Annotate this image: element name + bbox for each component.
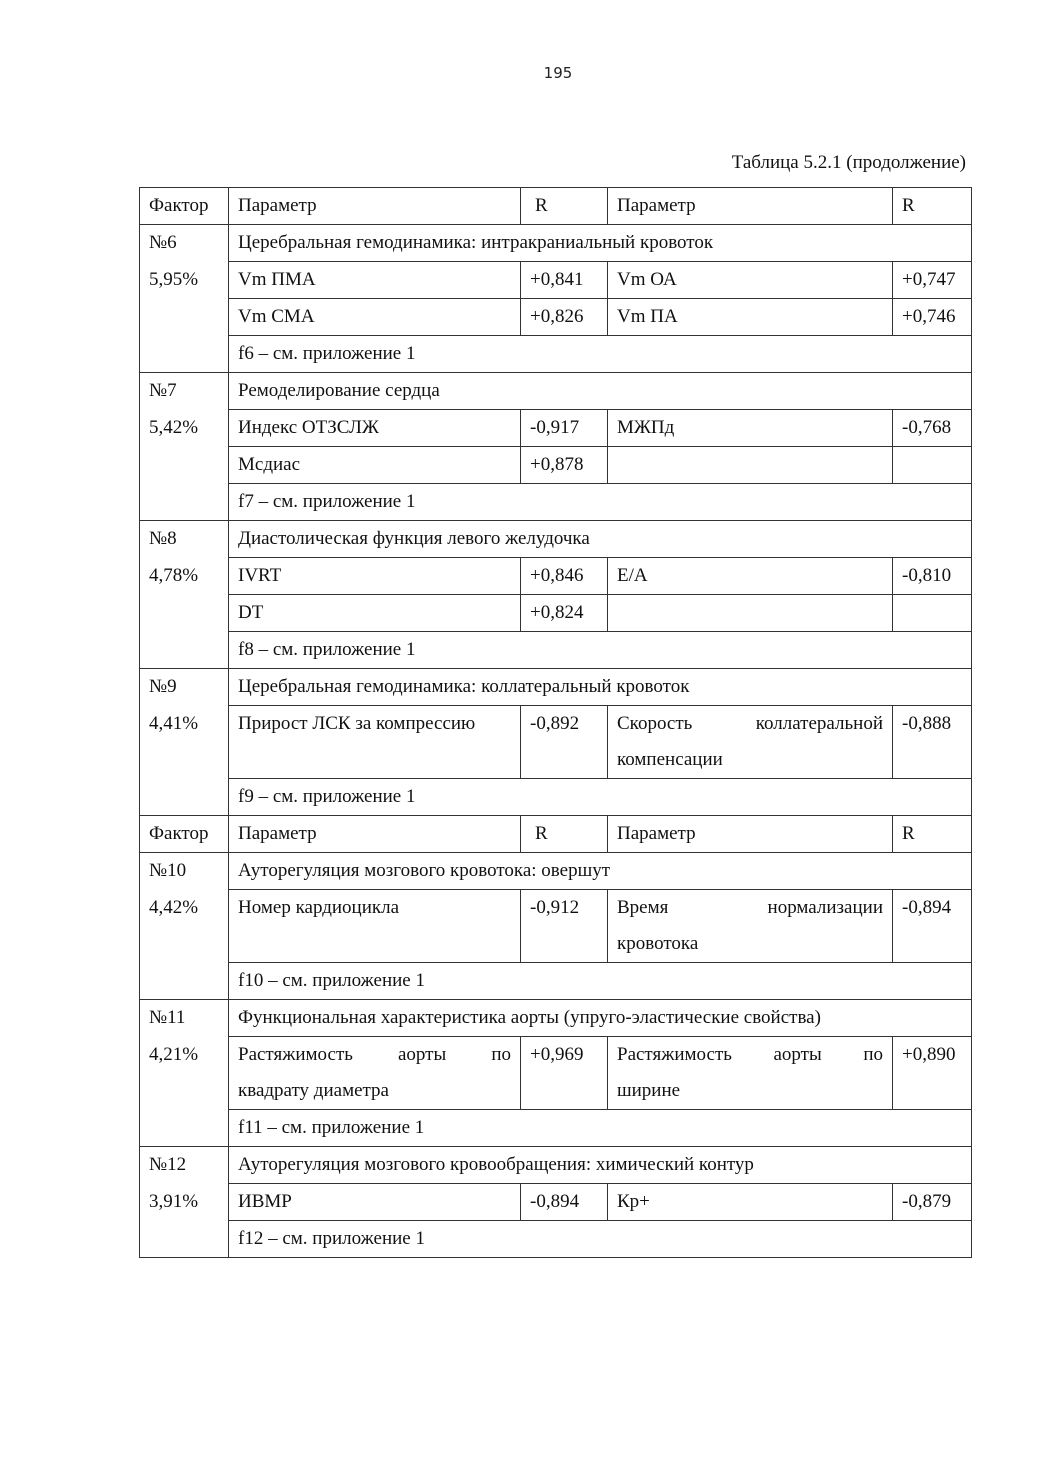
header-factor: Фактор [140,188,229,225]
factor-percent: 4,42% [140,890,229,963]
factor-percent: 4,21% [140,1037,229,1110]
param-cell: Мсдиас [229,447,521,484]
table-row [140,262,972,299]
r-cell: +0,746 [893,299,972,336]
param-cell: Vm ПМА [229,262,521,299]
group-note: f7 – см. приложение 1 [229,484,972,521]
factor-percent: 4,41% [140,706,229,779]
table-row [140,410,972,447]
r-cell: +0,969 [521,1037,608,1110]
factor-percent: 5,42% [140,410,229,447]
factor-cell-empty [140,1221,229,1258]
header-r-2: R [893,188,972,225]
note-row [140,963,972,1000]
factor-cell-empty [140,299,229,336]
group-title-row [140,1000,972,1037]
factor-percent: 3,91% [140,1184,229,1221]
param-line: кровотока [617,933,699,954]
param-cell: E/A [608,558,893,595]
param-cell: Кр+ [608,1184,893,1221]
note-row [140,779,972,816]
group-note: f8 – см. приложение 1 [229,632,972,669]
param-word: нормализации [767,897,883,918]
param-cell: Vm ПА [608,299,893,336]
r-cell: -0,917 [521,410,608,447]
r-cell: -0,810 [893,558,972,595]
param-cell [608,447,893,484]
r-cell: +0,824 [521,595,608,632]
note-row [140,336,972,373]
header-param-2: Параметр [608,816,893,853]
header-r-2: R [893,816,972,853]
group-title: Ремоделирование сердца [229,373,972,410]
r-cell: -0,912 [521,890,608,963]
header-factor: Фактор [140,816,229,853]
param-cell: Vm СМА [229,299,521,336]
table-caption: Таблица 5.2.1 (продолжение) [731,152,966,173]
factor-cell-empty [140,447,229,484]
param-cell: МЖПд [608,410,893,447]
param-line: компенсации [617,749,723,770]
param-word: аорты [773,1044,822,1065]
param-cell [608,890,893,963]
header-param-2: Параметр [608,188,893,225]
factor-cell-empty [140,336,229,373]
r-cell: -0,894 [521,1184,608,1221]
header-param-1: Параметр [229,188,521,225]
table-row [140,595,972,632]
param-word: Время [617,897,669,918]
group-note: f12 – см. приложение 1 [229,1221,972,1258]
r-cell: -0,879 [893,1184,972,1221]
group-note: f10 – см. приложение 1 [229,963,972,1000]
group-note: f9 – см. приложение 1 [229,779,972,816]
table-row [140,558,972,595]
group-title-row [140,521,972,558]
factor-number: №12 [140,1147,229,1184]
group-title: Функциональная характеристика аорты (упруго-эластические свойства) [229,1000,972,1037]
group-title-row [140,669,972,706]
r-cell: -0,892 [521,706,608,779]
group-title-row [140,373,972,410]
header-r-1: R [521,816,608,853]
table-row [140,447,972,484]
table-row [140,1037,972,1110]
group-note: f6 – см. приложение 1 [229,336,972,373]
r-cell: +0,890 [893,1037,972,1110]
param-word: Растяжимость [617,1044,732,1065]
factor-number: №6 [140,225,229,262]
param-cell: DT [229,595,521,632]
r-cell: +0,878 [521,447,608,484]
factor-cell-empty [140,595,229,632]
factor-table [139,187,972,1258]
param-cell: Номер кардиоцикла [229,890,521,963]
r-cell [893,595,972,632]
factor-cell-empty [140,963,229,1000]
factor-number: №9 [140,669,229,706]
param-word: по [863,1044,883,1065]
r-cell: +0,747 [893,262,972,299]
group-title-row [140,1147,972,1184]
group-note: f11 – см. приложение 1 [229,1110,972,1147]
note-row [140,1110,972,1147]
param-word: аорты [397,1044,447,1065]
factor-percent: 5,95% [140,262,229,299]
table-header-row [140,188,972,225]
factor-number: №8 [140,521,229,558]
factor-cell-empty [140,484,229,521]
factor-number: №11 [140,1000,229,1037]
group-title: Церебральная гемодинамика: интракраниальный кровоток [229,225,972,262]
note-row [140,1221,972,1258]
factor-number: №10 [140,853,229,890]
param-cell [229,1037,521,1110]
param-word: по [491,1044,511,1065]
param-word: Растяжимость [238,1044,353,1065]
header-r-1: R [521,188,608,225]
group-title: Ауторегуляция мозгового кровообращения: химический контур [229,1147,972,1184]
param-cell: Прирост ЛСК за компрессию [229,706,521,779]
r-cell: +0,841 [521,262,608,299]
page-number: 195 [543,64,573,82]
group-title: Церебральная гемодинамика: коллатеральный кровоток [229,669,972,706]
factor-number: №7 [140,373,229,410]
param-word: коллатеральной [755,713,883,734]
factor-cell-empty [140,779,229,816]
param-cell: Vm ОА [608,262,893,299]
param-line: ширине [617,1080,681,1101]
param-cell [608,1037,893,1110]
table-row [140,1184,972,1221]
factor-percent: 4,78% [140,558,229,595]
group-title-row [140,225,972,262]
param-cell [608,595,893,632]
factor-cell-empty [140,1110,229,1147]
r-cell: -0,888 [893,706,972,779]
header-param-1: Параметр [229,816,521,853]
table-header-row [140,816,972,853]
table-row [140,299,972,336]
param-line: квадрату диаметра [238,1080,389,1101]
factor-cell-empty [140,632,229,669]
param-cell: ИВМР [229,1184,521,1221]
r-cell: +0,826 [521,299,608,336]
group-title: Диастолическая функция левого желудочка [229,521,972,558]
table-row [140,706,972,779]
r-cell: +0,846 [521,558,608,595]
note-row [140,632,972,669]
note-row [140,484,972,521]
param-cell: Индекс ОТЗСЛЖ [229,410,521,447]
group-title-row [140,853,972,890]
group-title: Ауторегуляция мозгового кровотока: овершут [229,853,972,890]
param-word: Скорость [617,713,693,734]
param-cell: IVRT [229,558,521,595]
r-cell [893,447,972,484]
param-cell [608,706,893,779]
r-cell: -0,894 [893,890,972,963]
r-cell: -0,768 [893,410,972,447]
table-row [140,890,972,963]
